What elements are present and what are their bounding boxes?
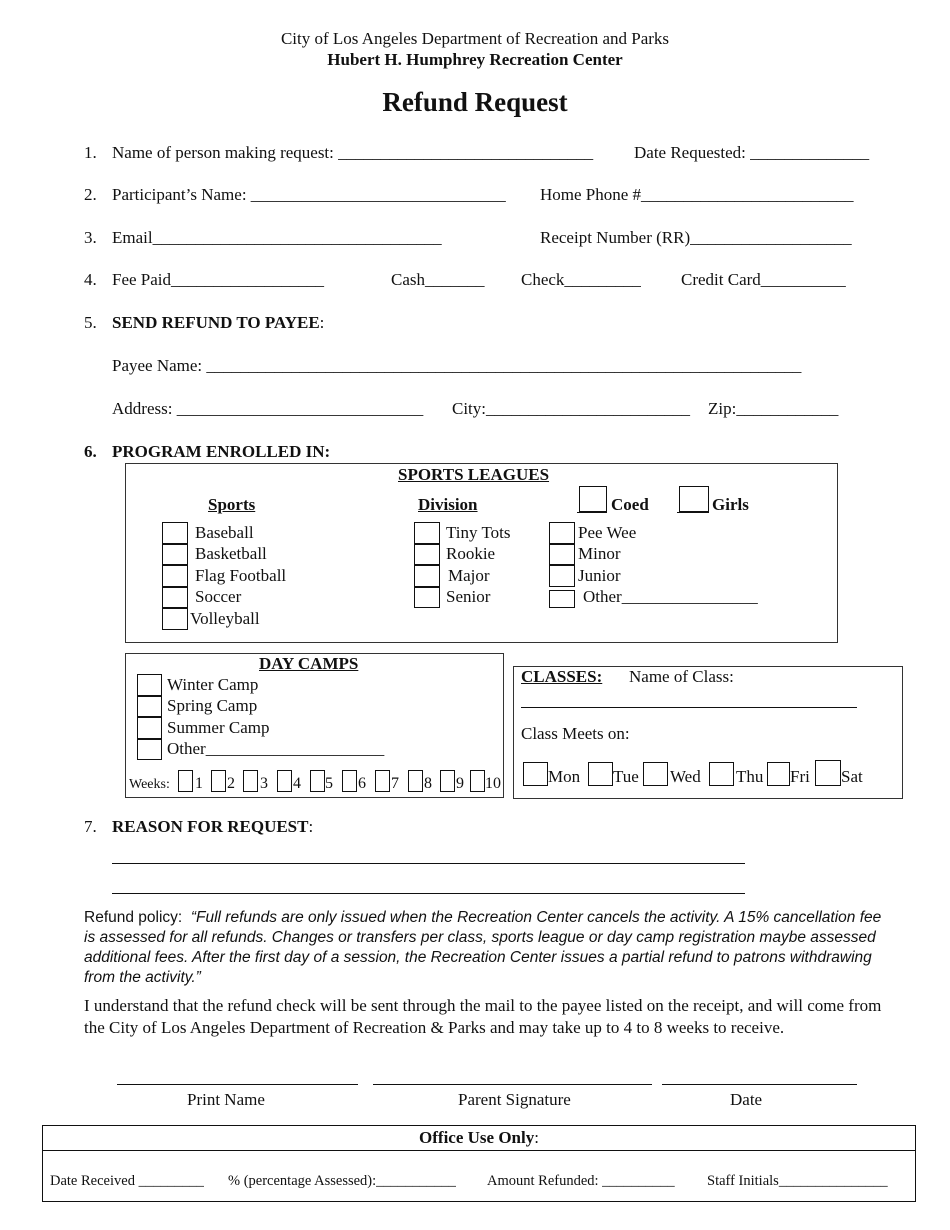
item-number-3: 3. — [84, 228, 97, 247]
other-camp-checkbox[interactable] — [137, 739, 162, 760]
week-10-label: 10 — [485, 775, 501, 792]
week-1-label: 1 — [195, 775, 203, 792]
girls-checkbox[interactable] — [679, 486, 709, 512]
parent-signature-line[interactable] — [373, 1084, 652, 1085]
item-number-2: 2. — [84, 185, 97, 204]
pee-wee-checkbox[interactable] — [549, 522, 575, 544]
week-7-checkbox[interactable] — [375, 770, 390, 792]
reason-label: REASON FOR REQUEST — [112, 817, 309, 836]
division-rookie: Rookie — [446, 544, 496, 563]
week-6-label: 6 — [358, 775, 366, 792]
week-3-label: 3 — [260, 775, 268, 792]
classes-title: CLASSES: — [521, 667, 603, 686]
coed-checkbox[interactable] — [579, 486, 607, 512]
send-refund-colon: : — [319, 313, 325, 332]
week-9-checkbox[interactable] — [440, 770, 455, 792]
week-2-checkbox[interactable] — [211, 770, 226, 792]
winter-camp-checkbox[interactable] — [137, 674, 162, 696]
week-4-checkbox[interactable] — [277, 770, 292, 792]
week-7-label: 7 — [391, 775, 399, 792]
reason-heading — [112, 817, 313, 837]
name-of-class-line[interactable] — [521, 707, 857, 708]
date-received-field[interactable]: Date Received _________ — [50, 1173, 204, 1189]
office-use-colon: : — [534, 1128, 539, 1147]
sport-basketball: Basketball — [195, 544, 267, 563]
camp-other[interactable]: Other_____________________ — [167, 739, 385, 758]
receipt-number-field[interactable]: Receipt Number (RR)___________________ — [540, 228, 852, 247]
item-number-6: 6. — [84, 442, 97, 461]
friday-checkbox[interactable] — [767, 762, 790, 786]
week-2-label: 2 — [227, 775, 235, 792]
coed-label: Coed — [611, 495, 649, 514]
date-line[interactable] — [662, 1084, 857, 1085]
cash-field[interactable]: Cash_______ — [391, 270, 485, 289]
level-other[interactable]: Other________________ — [583, 587, 758, 606]
program-enrolled-heading: PROGRAM ENROLLED IN: — [112, 442, 331, 461]
parent-signature-label: Parent Signature — [458, 1090, 571, 1109]
saturday-checkbox[interactable] — [815, 760, 841, 786]
office-use-divider — [42, 1150, 916, 1151]
reason-line-1[interactable] — [112, 863, 745, 864]
week-8-checkbox[interactable] — [408, 770, 423, 792]
volleyball-checkbox[interactable] — [162, 608, 188, 630]
week-8-label: 8 — [424, 775, 432, 792]
other-level-checkbox[interactable] — [549, 590, 575, 608]
junior-checkbox[interactable] — [549, 565, 575, 587]
flag-football-checkbox[interactable] — [162, 565, 188, 587]
center-name: Hubert H. Humphrey Recreation Center — [327, 50, 623, 69]
wednesday-checkbox[interactable] — [643, 762, 668, 786]
check-field[interactable]: Check_________ — [521, 270, 641, 289]
reason-colon: : — [308, 817, 314, 836]
date-requested-field[interactable]: Date Requested: ______________ — [634, 143, 870, 162]
level-junior: Junior — [578, 566, 621, 585]
address-field[interactable]: Address: _____________________________ — [112, 399, 424, 418]
minor-checkbox[interactable] — [549, 544, 575, 565]
division-senior: Senior — [446, 587, 491, 606]
tuesday-checkbox[interactable] — [588, 762, 613, 786]
week-9-label: 9 — [456, 775, 464, 792]
department-name: City of Los Angeles Department of Recreation and Parks — [280, 29, 670, 48]
week-5-label: 5 — [325, 775, 333, 792]
office-use-title — [42, 1128, 916, 1148]
camp-summer: Summer Camp — [167, 718, 270, 737]
week-10-checkbox[interactable] — [470, 770, 485, 792]
day-camps-title: DAY CAMPS — [259, 654, 359, 673]
item-number-5: 5. — [84, 313, 97, 332]
major-checkbox[interactable] — [414, 565, 440, 587]
division-major: Major — [448, 566, 490, 585]
refund-policy-label: Refund policy: — [84, 909, 183, 926]
city-field[interactable]: City:________________________ — [452, 399, 691, 418]
level-pee-wee: Pee Wee — [578, 523, 637, 542]
item-number-7: 7. — [84, 817, 97, 836]
day-sat: Sat — [841, 767, 863, 786]
girls-label: Girls — [712, 495, 749, 514]
acknowledgement-text: I understand that the refund check will be sent through the mail to the payee listed on the receipt, and will come from the City of Los Angeles Department of Recreation & Parks and may take up to 4 to 8 weeks to receive. — [84, 996, 882, 1037]
amount-refunded-field[interactable]: Amount Refunded: __________ — [487, 1173, 675, 1189]
baseball-checkbox[interactable] — [162, 522, 188, 544]
summer-camp-checkbox[interactable] — [137, 717, 162, 739]
date-label: Date — [730, 1090, 763, 1109]
senior-checkbox[interactable] — [414, 587, 440, 608]
camp-winter: Winter Camp — [167, 675, 259, 694]
day-thu: Thu — [736, 767, 764, 786]
day-tue: Tue — [613, 767, 639, 786]
coed-underline — [577, 512, 607, 513]
office-use-label: Office Use Only — [419, 1128, 535, 1147]
staff-initials-field[interactable]: Staff Initials_______________ — [707, 1173, 888, 1189]
send-refund-label: SEND REFUND TO PAYEE — [112, 313, 320, 332]
week-5-checkbox[interactable] — [310, 770, 325, 792]
week-6-checkbox[interactable] — [342, 770, 357, 792]
tiny-tots-checkbox[interactable] — [414, 522, 440, 544]
girls-underline — [677, 512, 709, 513]
print-name-label: Print Name — [187, 1090, 265, 1109]
day-wed: Wed — [670, 767, 701, 786]
rookie-checkbox[interactable] — [414, 544, 440, 565]
day-mon: Mon — [548, 767, 581, 786]
week-3-checkbox[interactable] — [243, 770, 258, 792]
soccer-checkbox[interactable] — [162, 587, 188, 608]
home-phone-field[interactable]: Home Phone #_________________________ — [540, 185, 854, 204]
name-of-class-label: Name of Class: — [629, 667, 734, 686]
sports-leagues-title: SPORTS LEAGUES — [398, 465, 550, 484]
camp-spring: Spring Camp — [167, 696, 258, 715]
fee-paid-field[interactable]: Fee Paid__________________ — [112, 270, 325, 289]
refund-policy-text: “Full refunds are only issued when the Recreation Center cancels the activity. A 15% cancellation fee is assessed for all refunds. Changes or transfers per class, sports league or day camp registration maybe assessed additional fees. After the first day of a session, the Recreation Center issues a partial refund to patrons withdrawing from the activity.” — [84, 909, 882, 986]
refund-policy — [84, 908, 894, 988]
percentage-assessed-field[interactable]: % (percentage Assessed):___________ — [228, 1173, 456, 1189]
monday-checkbox[interactable] — [523, 762, 548, 786]
division-tiny-tots: Tiny Tots — [446, 523, 511, 542]
week-1-checkbox[interactable] — [178, 770, 193, 792]
reason-line-2[interactable] — [112, 893, 745, 894]
sport-flag-football: Flag Football — [195, 566, 287, 585]
item-number-4: 4. — [84, 270, 97, 289]
week-4-label: 4 — [293, 775, 301, 792]
division-column-header: Division — [418, 495, 478, 514]
item-number-1: 1. — [84, 143, 97, 162]
basketball-checkbox[interactable] — [162, 544, 188, 565]
sports-column-header: Sports — [208, 495, 256, 514]
credit-card-field[interactable]: Credit Card__________ — [681, 270, 846, 289]
send-refund-heading — [112, 313, 324, 333]
spring-camp-checkbox[interactable] — [137, 696, 162, 717]
email-field[interactable]: Email__________________________________ — [112, 228, 442, 247]
zip-field[interactable]: Zip:____________ — [708, 399, 839, 418]
sport-volleyball: Volleyball — [190, 609, 260, 628]
sport-soccer: Soccer — [195, 587, 242, 606]
payee-name-field[interactable]: Payee Name: ______________________________________________________________________ — [112, 356, 802, 375]
print-name-line[interactable] — [117, 1084, 358, 1085]
page-title: Refund Request — [382, 87, 568, 117]
sport-baseball: Baseball — [195, 523, 254, 542]
class-meets-on-label: Class Meets on: — [521, 724, 630, 743]
day-fri: Fri — [790, 767, 810, 786]
name-of-person-field[interactable]: Name of person making request: ______________________________ — [112, 143, 594, 162]
thursday-checkbox[interactable] — [709, 762, 734, 786]
participant-name-field[interactable]: Participant’s Name: ______________________________ — [112, 185, 506, 204]
level-minor: Minor — [578, 544, 621, 563]
weeks-label: Weeks: — [129, 777, 170, 792]
